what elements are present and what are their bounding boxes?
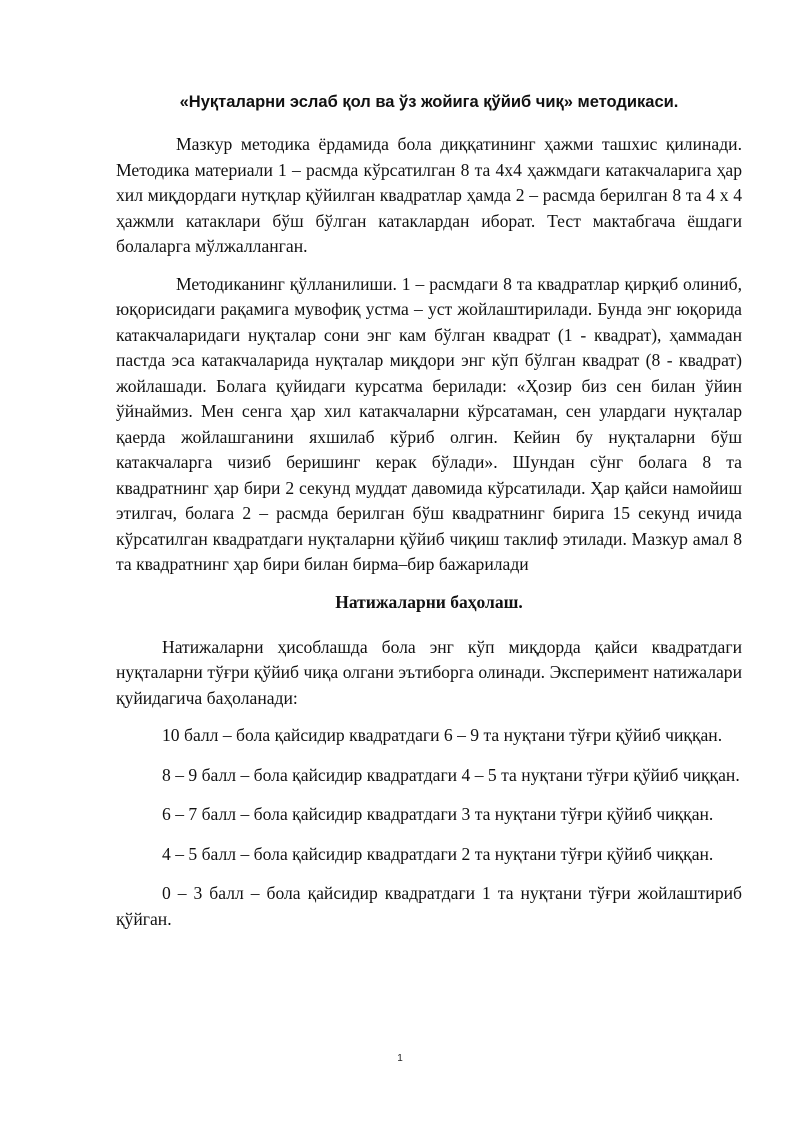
- document-title: «Нуқталарни эслаб қол ва ўз жойига қўйиб чиқ» методикаси.: [179, 93, 679, 111]
- usage-paragraph: Методиканинг қўлланилиши. 1 – расмдаги 8 та квадратлар қирқиб олиниб, юқорисидаги рақамига мувофиқ устма – уст жойлаштирилади. Бунда энг юқорида катакчаларидаги нуқталар сони энг кам бўлган квадрат (1 - квадрат), ҳаммадан пастда эса катакчаларида нуқталар миқдори энг кўп бўлган квадрат (8 - квадрат) жойлашади. Болага қуйидаги курсатма берилади: «Ҳозир биз сен билан ўйин ўйнаймиз. Мен сенга ҳар хил катакчаларни кўрсатаман, сен улардаги нуқталар қаерда жойлашганини яхшилаб кўриб олгин. Кейин бу нуқталарни бўш катакчаларга чизиб беришинг керак бўлади». Шундан сўнг болага 8 та квадратнинг ҳар бири 2 секунд муддат давомида кўрсатилади. Ҳар қайси намойиш этилгач, болага 2 – расмда берилган бўш квадратнинг бирига 15 секунд ичида кўрсатилган квадратдаги нуқталарни қўйиб чиқиш таклиф этилади. Мазкур амал 8 та квадратнинг ҳар бири билан бирма–бир бажарилади: [116, 273, 742, 574]
- score-item-10: 10 балл – бола қайсидир квадратдаги 6 – 9 та нуқтани тўғри қўйиб чиққан.: [162, 725, 723, 745]
- score-item-4-5: 4 – 5 балл – бола қайсидир квадратдаги 2 та нуқтани тўғри қўйиб чиққан.: [162, 843, 714, 864]
- page-number: 1: [397, 1053, 403, 1064]
- score-item-0-3: 0 – 3 балл – бола қайсидир квадратдаги 1 та нуқтани тўғри жойлаштириб қўйган.: [116, 883, 742, 929]
- intro-paragraph: Мазкур методика ёрдамида бола диққатининг ҳажми ташхис қилинади. Методика материали 1 – расмда кўрсатилган 8 та 4х4 ҳажмдаги катакчаларига ҳар хил миқдордаги нутқлар қўйилган квадратлар ҳамда 2 – расмда берилган 8 та 4 х 4 ҳажмли катаклари бўш бўлган катаклардан иборат. Тест мактабгача ёшдаги болаларга мўлжалланган.: [116, 134, 742, 256]
- score-item-8-9: 8 – 9 балл – бола қайсидир квадратдаги 4 – 5 та нуқтани тўғри қўйиб чиққан.: [162, 764, 740, 785]
- score-item-6-7: 6 – 7 балл – бола қайсидир квадратдаги 3 та нуқтани тўғри қўйиб чиққан.: [162, 804, 714, 824]
- results-intro-paragraph: Натижаларни ҳисоблашда бола энг кўп миқдорда қайси квадратдаги нуқталарни тўғри қўйиб чиқа олгани эътиборга олинади. Эксперимент натижалари қуйидагича баҳоланади:: [116, 636, 742, 708]
- results-heading: Натижаларни баҳолаш.: [335, 591, 523, 612]
- document-page: [116, 90, 742, 946]
